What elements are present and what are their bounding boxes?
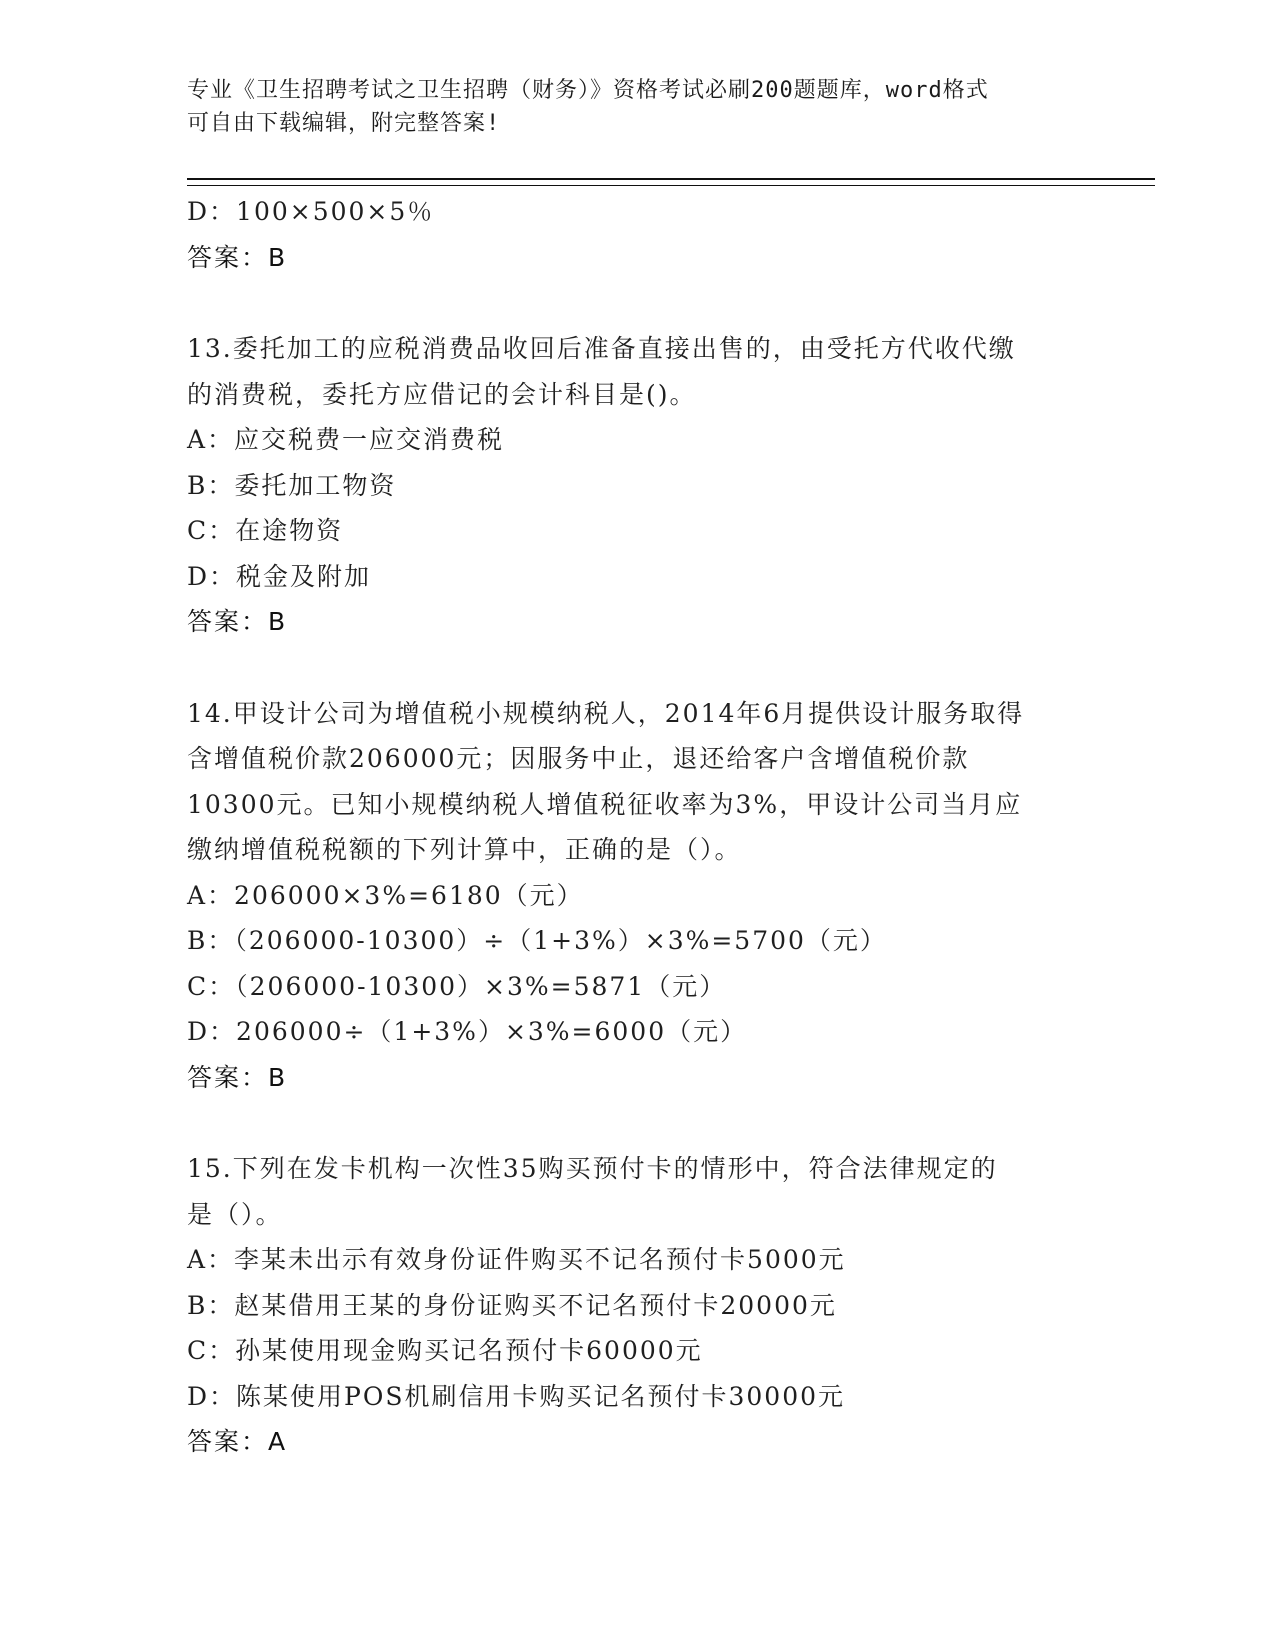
spacer (187, 645, 1087, 691)
header-line-2: 可自由下载编辑，附完整答案! (187, 111, 501, 136)
question-12-tail (187, 189, 1087, 280)
answer-line: 答案：B (187, 607, 288, 636)
answer-line: 答案：B (187, 1062, 288, 1092)
option-d: D：206000÷（1+3%）×3%=6000（元） (187, 1017, 748, 1046)
option-b: B：（206000-10300）÷（1+3%）×3%=5700（元） (187, 926, 887, 955)
question-stem-line: 缴纳增值税税额的下列计算中，正确的是（）。 (187, 835, 742, 864)
header-divider (187, 178, 1155, 186)
spacer (187, 1100, 1087, 1146)
option-d: D：100×500×5％ (187, 197, 435, 226)
option-b: B：赵某借用王某的身份证购买不记名预付卡20000元 (187, 1290, 837, 1320)
option-c: C：在途物资 (187, 516, 344, 545)
question-stem-line: 10300元。已知小规模纳税人增值税征收率为3%，甲设计公司当月应 (187, 789, 1023, 819)
question-content (187, 189, 1087, 1465)
question-15 (187, 1146, 1087, 1465)
option-b: B：委托加工物资 (187, 470, 397, 500)
option-a: A：李某未出示有效身份证件购买不记名预付卡5000元 (187, 1245, 846, 1274)
question-14 (187, 691, 1087, 1101)
header-line-1: 专业《卫生招聘考试之卫生招聘（财务）》资格考试必刷200题题库，word格式 (187, 78, 989, 103)
question-stem-line: 是（）。 (187, 1199, 283, 1229)
option-c: C：孙某使用现金购买记名预付卡60000元 (187, 1336, 703, 1365)
question-stem-line: 13.委托加工的应税消费品收回后准备直接出售的，由受托方代收代缴 (187, 334, 1016, 363)
option-a: A：206000×3%=6180（元） (187, 880, 584, 910)
answer-line: 答案：A (187, 1427, 288, 1456)
page-header (187, 74, 1067, 140)
question-stem-line: 15.下列在发卡机构一次性35购买预付卡的情形中，符合法律规定的 (187, 1154, 998, 1183)
answer-line: 答案：B (187, 242, 288, 272)
question-13 (187, 326, 1087, 645)
question-stem-line: 含增值税价款206000元；因服务中止，退还给客户含增值税价款 (187, 744, 970, 773)
option-d: D：陈某使用POS机刷信用卡购买记名预付卡30000元 (187, 1381, 846, 1411)
question-stem-line: 14.甲设计公司为增值税小规模纳税人，2014年6月提供设计服务取得 (187, 698, 1025, 728)
option-c: C：（206000-10300）×3%=5871（元） (187, 971, 727, 1001)
option-a: A：应交税费一应交消费税 (187, 425, 505, 454)
option-d: D：税金及附加 (187, 561, 372, 591)
question-stem-line: 的消费税，委托方应借记的会计科目是()。 (187, 379, 697, 409)
spacer (187, 280, 1087, 326)
